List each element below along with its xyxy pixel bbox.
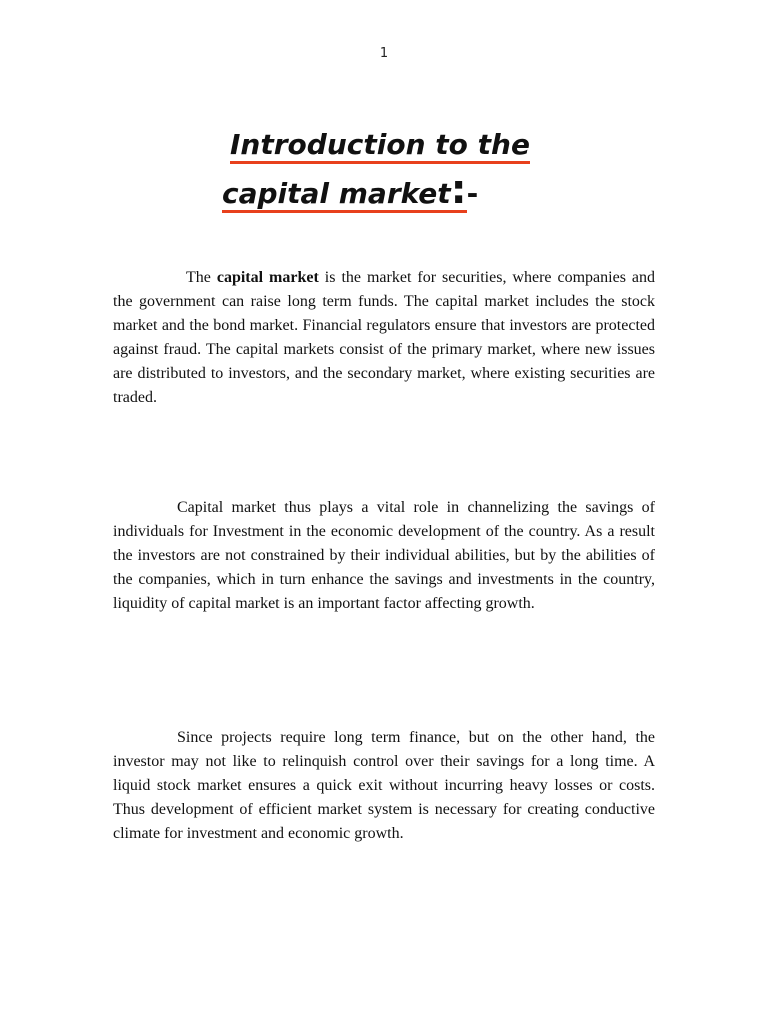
paragraph-3 bbox=[113, 726, 655, 846]
page-title-dash: - bbox=[466, 177, 479, 210]
paragraph-2 bbox=[113, 496, 655, 616]
page-title-colon: : bbox=[450, 167, 467, 213]
paragraph-1 bbox=[113, 266, 655, 410]
page-title-text-1: Introduction to the bbox=[230, 128, 530, 164]
page-title-underlined bbox=[222, 167, 467, 213]
paragraph-3-body: Since projects require long term finance, but on the other hand, the investor may not like to relinquish control over their savings for a long time. A liquid stock market ensures a quick exit without incurring heavy losses or costs. Thus development of efficient market system is necessary for creating conductive climate for investment and economic growth. bbox=[113, 729, 655, 842]
page-number: 1 bbox=[379, 46, 389, 61]
paragraph-1-bold-term: capital market bbox=[216, 269, 319, 286]
paragraph-1-lead: The bbox=[186, 269, 217, 286]
paragraph-2-body: Capital market thus plays a vital role in channelizing the savings of individuals for Investment in the economic development of the country. As a result the investors are not constrained by their individual abilities, but by the abilities of the companies, which in turn enhance the savings and investments in the country, liquidity of capital market is an important factor affecting growth. bbox=[113, 499, 655, 612]
page-title-text-2: capital market bbox=[222, 177, 451, 210]
paragraph-1-body: is the market for securities, where companies and the government can raise long term funds. The capital market includes the stock market and the bond market. Financial regulators ensure that investors are protected against fraud. The capital markets consist of the primary market, where new issues are distributed to investors, and the secondary market, where existing securities are traded. bbox=[113, 269, 656, 406]
page-title-line-2 bbox=[222, 167, 479, 213]
page-title-line-1 bbox=[230, 127, 530, 163]
